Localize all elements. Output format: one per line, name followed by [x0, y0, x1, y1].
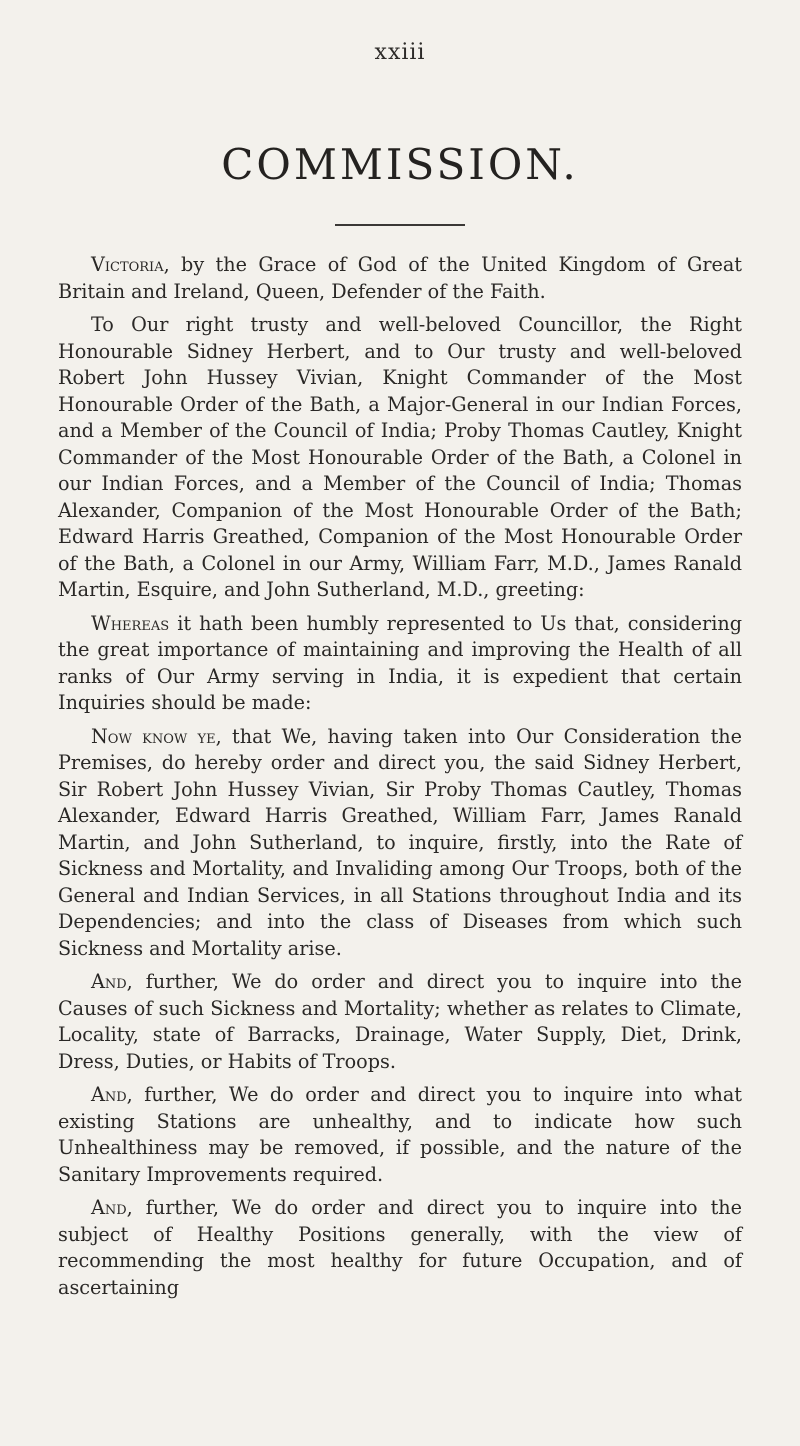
paragraph-text: by the Grace of God of the United Kingdom of Great Britain and Ireland, Queen, Defender of the Faith. [58, 253, 742, 303]
page-title: COMMISSION. [221, 140, 579, 189]
title-rule [335, 224, 465, 226]
paragraph-text: further, We do order and direct you to inquire into the Causes of such Sickness and Mortality; whether as relates to Climate, Locality, state of Barracks, Drainage, Water Supply, Diet, Drink, Dress, Duties, or Habits of Troops. [58, 970, 742, 1073]
paragraph-healthy-positions [58, 1195, 742, 1301]
paragraph-lead: And, [91, 1196, 133, 1219]
paragraph-causes [58, 969, 742, 1075]
paragraph-text: it hath been humbly represented to Us that, considering the great importance of maintaining and improving the Health of all ranks of Our Army serving in India, it is expedient that certain Inquiries should be made: [58, 611, 742, 714]
paragraph-addressees [58, 312, 742, 604]
paragraph-stations [58, 1082, 742, 1188]
paragraph-text: further, We do order and direct you to inquire into the subject of Healthy Positions generally, with the view of recommending the most healthy for future Occupation, and of ascertaining [58, 1196, 742, 1299]
paragraph-text: further, We do order and direct you to inquire into what existing Stations are unhealthy, and to indicate how such Unhealthiness may be removed, if possible, and the nature of the Sanitary Improvements required. [58, 1083, 742, 1186]
paragraph-preamble [58, 252, 742, 305]
paragraph-whereas [58, 611, 742, 717]
paragraph-now-know-ye [58, 724, 742, 963]
paragraph-lead: And, [91, 1083, 133, 1106]
paragraph-lead: And, [91, 970, 133, 993]
page-number: xxiii [374, 40, 426, 65]
body-text [58, 252, 742, 1308]
paragraph-lead: Victoria, [91, 253, 170, 276]
paragraph-text: that We, having taken into Our Consideration the Premises, do hereby order and direct you, the said Sidney Herbert, Sir Robert John Hussey Vivian, Sir Proby Thomas Cautley, Thomas Alexander, Edward Harris Greathed, William Farr, James Ranald Martin, and John Sutherland, to inquire, firstly, into the Rate of Sickness and Mortality, and Invaliding among Our Troops, both of the General and Indian Services, in all Stations throughout India and its Dependencies; and into the class of Diseases from which such Sickness and Mortality arise. [58, 724, 742, 960]
paragraph-lead: Whereas [91, 611, 170, 635]
paragraph-lead: Now know ye, [91, 724, 222, 748]
paragraph-text: To Our right trusty and well-beloved Councillor, the Right Honourable Sidney Herbert, and to Our trusty and well-beloved Robert John Hussey Vivian, Knight Commander of the Most Honourable Order of the Bath, a Major-General in our Indian Forces, and a Member of the Council of India; Proby Thomas Cautley, Knight Commander of the Most Honourable Order of the Bath, a Colonel in our Indian Forces, and a Member of the Council of India; Thomas Alexander, Companion of the Most Honourable Order of the Bath; Edward Harris Greathed, Companion of the Most Honourable Order of the Bath, a Colonel in our Army, William Farr, M.D., James Ranald Martin, Esquire, and John Sutherland, M.D., greeting: [58, 313, 742, 601]
